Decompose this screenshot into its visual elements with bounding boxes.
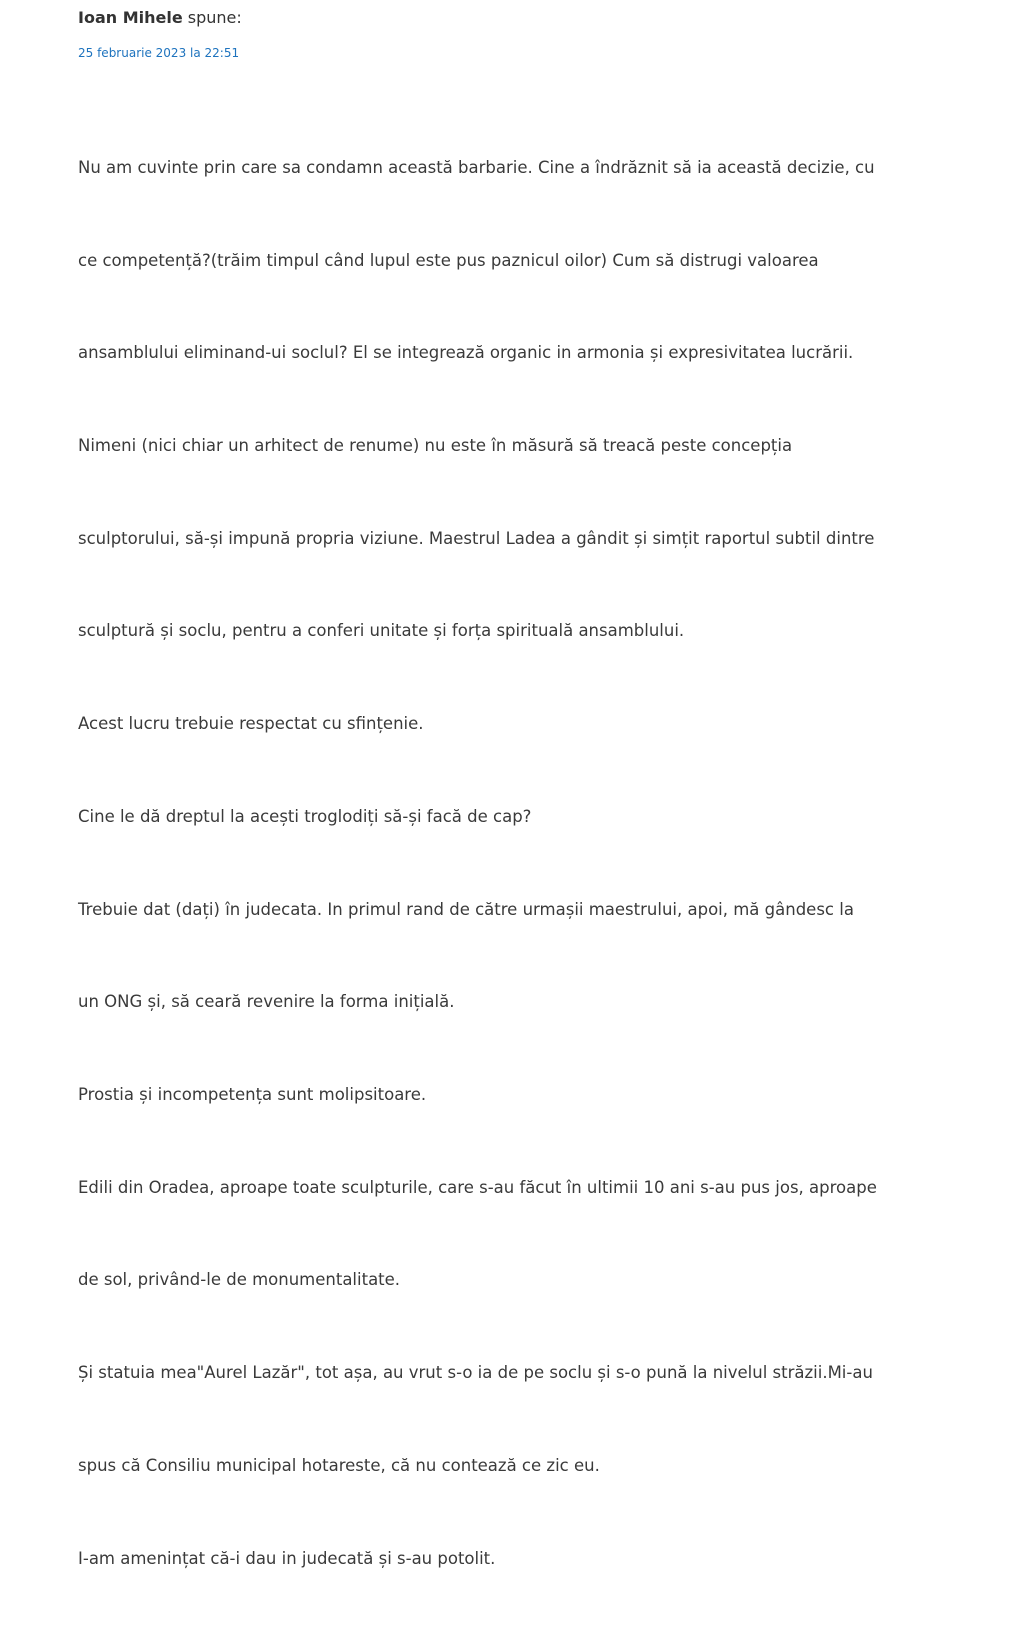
comment-line: Nu am cuvinte prin care sa condamn această barbarie. Cine a îndrăznit să ia această decizie, cu bbox=[78, 157, 875, 177]
comment-line: de sol, privând-le de monumentalitate. bbox=[78, 1270, 401, 1290]
comment-line: Edili din Oradea, aproape toate sculpturile, care s-au făcut în ultimii 10 ani s-au pus jos, aproape bbox=[78, 1177, 877, 1197]
comment-line: Cine le dă dreptul la acești troglodiți să-și facă de cap? bbox=[78, 806, 532, 826]
comment-line: Și statuia mea"Aurel Lazăr", tot așa, au vrut s-o ia de pe soclu și s-o pună la nivelul străzii.Mi-au bbox=[78, 1363, 873, 1383]
comment-meta bbox=[78, 44, 958, 62]
comment-line: Acest lucru trebuie respectat cu sfințenie. bbox=[78, 714, 424, 734]
comment-line: spus că Consiliu municipal hotareste, că nu contează ce zic eu. bbox=[78, 1455, 600, 1475]
says-label: spune: bbox=[187, 8, 242, 27]
comment-author[interactable]: Ioan Mihele bbox=[78, 8, 183, 27]
comment-line: Prostia și incompetența sunt molipsitoare. bbox=[78, 1085, 427, 1104]
comment bbox=[78, 0, 958, 1636]
comment-line: ce competență?(trăim timpul când lupul este pus paznicul oilor) Cum să distrugi valoarea bbox=[78, 250, 819, 270]
comment-line: I-am amenințat că-i dau in judecată și s-au potolit. bbox=[78, 1548, 496, 1568]
comment-line: Nimeni (nici chiar un arhitect de renume) nu este în măsură să treacă peste concepția bbox=[78, 435, 793, 455]
comment-line: ansamblului eliminand-ui soclul? El se integrează organic in armonia și expresivitatea lucrării. bbox=[78, 343, 854, 363]
comment-header bbox=[78, 7, 958, 31]
comment-line: Trebuie dat (dați) în judecata. In primul rand de către urmașii maestrului, apoi, mă gândesc la bbox=[78, 899, 854, 919]
comment-line: un ONG și, să ceară revenire la forma inițială. bbox=[78, 992, 455, 1012]
comment-line: sculptorului, să-și impună propria viziune. Maestrul Ladea a gândit și simțit raportul subtil dintre bbox=[78, 528, 875, 548]
comment-line: sculptură și soclu, pentru a conferi unitate și forța spirituală ansamblului. bbox=[78, 621, 685, 641]
comment-body bbox=[78, 91, 958, 1636]
comment-date-link[interactable]: 25 februarie 2023 la 22:51 bbox=[78, 46, 240, 60]
